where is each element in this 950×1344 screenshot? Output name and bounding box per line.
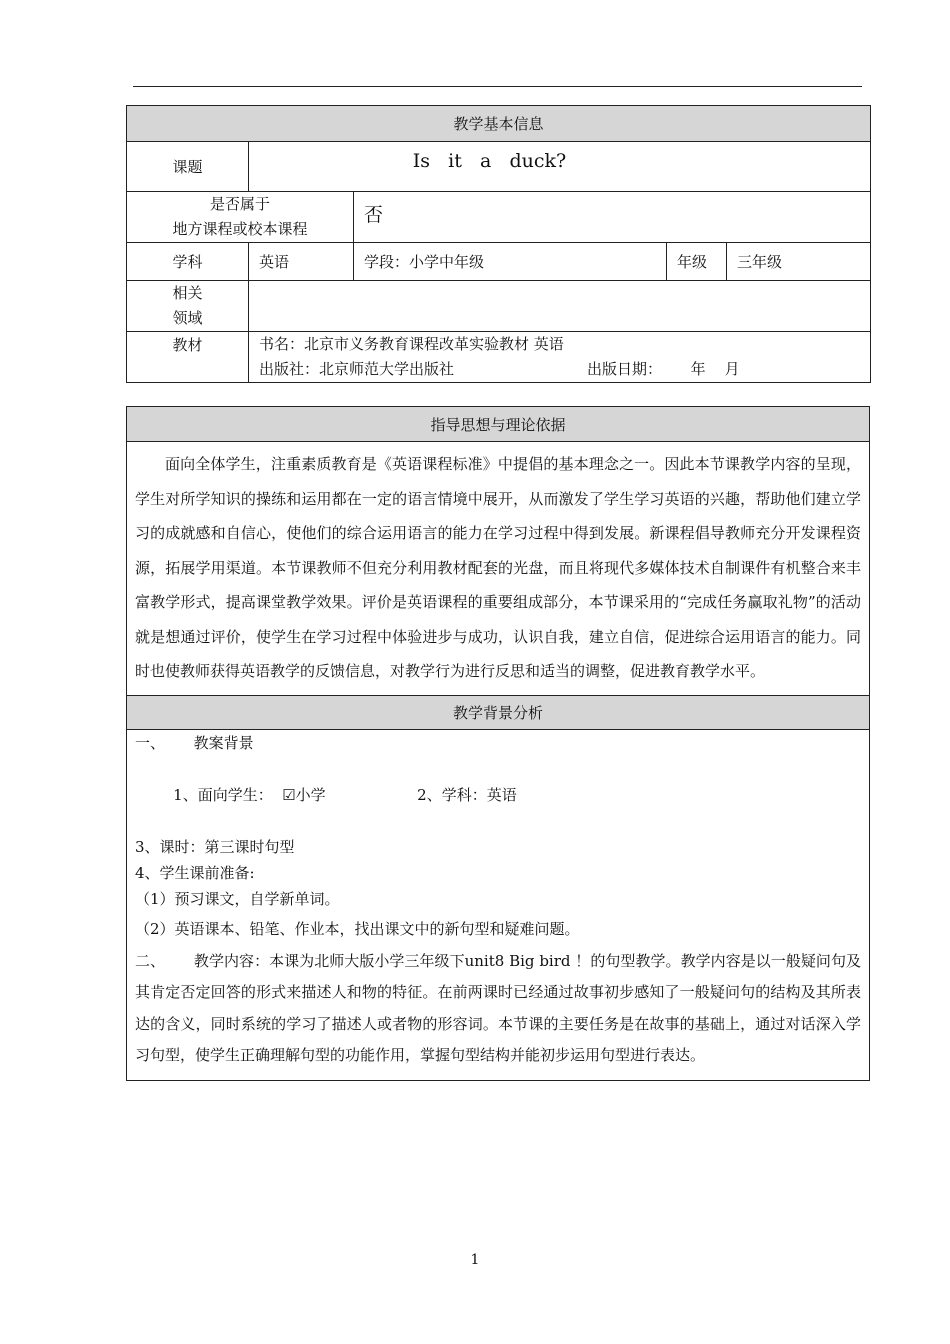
local-course-label	[127, 192, 354, 243]
basic-info-table	[126, 105, 871, 383]
subject-label: 学科	[127, 243, 249, 281]
grade-label: 年级	[667, 243, 727, 281]
local-course-label-line2: 地方课程或校本课程	[172, 220, 308, 238]
page-number: 1	[470, 1252, 480, 1268]
background-line-4: 4、学生课前准备:	[135, 863, 255, 882]
related-label-line1: 相关	[172, 284, 203, 302]
topic-value: Is it a duck?	[249, 142, 871, 192]
guiding-content	[127, 442, 870, 696]
background-line-6: （2）英语课本、铅笔、作业本，找出课文中的新句型和疑难问题。	[135, 919, 580, 938]
background-header: 教学背景分析	[127, 695, 870, 729]
subject-value: 英语	[249, 243, 354, 281]
stage-value: 学段：小学中年级	[354, 243, 667, 281]
related-label-line2: 领域	[172, 309, 203, 327]
related-value	[249, 281, 871, 332]
publisher: 出版社：北京师范大学出版社	[259, 360, 455, 378]
related-label	[127, 281, 249, 332]
local-course-label-line1: 是否属于	[209, 195, 270, 213]
background-content	[127, 729, 870, 1080]
header-rule	[133, 86, 862, 87]
local-course-value: 否	[354, 192, 871, 243]
textbook-info	[249, 332, 871, 383]
guiding-paragraph: 面向全体学生，注重素质教育是《英语课程标准》中提倡的基本理念之一。因此本节课教学内容的呈现，学生对所学知识的操练和运用都在一定的语言情境中展开，从而激发了学生学习英语的兴趣，帮助他们建立学习的成就感和自信心，使他们的综合运用语言的能力在学习过程中得到发展。新课程倡导教师充分开发课程资源，拓展学用渠道。本节课教师不但充分利用教材配套的光盘，而且将现代多媒体技术自制课件有机整合来丰富教学形式，提高课堂教学效果。评价是英语课程的重要组成部分，本节课采用的“完成任务赢取礼物”的活动就是想通过评价，使学生在学习过程中体验进步与成功，认识自我，建立自信，促进综合运用语言的能力。同时也使教师获得英语教学的反馈信息，对教学行为进行反思和适当的调整，促进教育教学水平。	[135, 455, 861, 680]
grade-value: 三年级	[727, 243, 871, 281]
background-line-5: （1）预习课文，自学新单词。	[135, 889, 340, 908]
teaching-content: 二、 教学内容：本课为北师大版小学三年级下unit8 Big bird ！的句型教学。教学内容是以一般疑问句及其肯定否定回答的形式来描述人和物的特征。在前两课时已经通过故事初步感知了一般疑问句的结构及其所表达的含义，同时系统的学习了描述人或者物的形容词。本节课的主要任务是在故事的基础上，通过对话深入学习句型，使学生正确理解句型的功能作用，掌握句型结构并能初步运用句型进行表达。	[135, 951, 861, 1064]
book-name: 书名：北京市义务教育课程改革实验教材 英语	[259, 335, 564, 353]
basic-info-header: 教学基本信息	[127, 106, 871, 142]
target-students: 1、面向学生： ☑小学	[173, 785, 326, 804]
publish-date: 出版日期： 年 月	[587, 360, 740, 378]
analysis-table	[126, 406, 870, 1081]
guiding-header: 指导思想与理论依据	[127, 407, 870, 442]
background-line-3: 3、课时：第三课时句型	[135, 837, 295, 856]
background-line-2	[135, 756, 861, 834]
topic-label: 课题	[127, 142, 249, 192]
textbook-label: 教材	[127, 332, 249, 383]
subject-item: 2、学科：英语	[417, 785, 517, 804]
background-line-1: 一、 教案背景	[135, 733, 254, 752]
